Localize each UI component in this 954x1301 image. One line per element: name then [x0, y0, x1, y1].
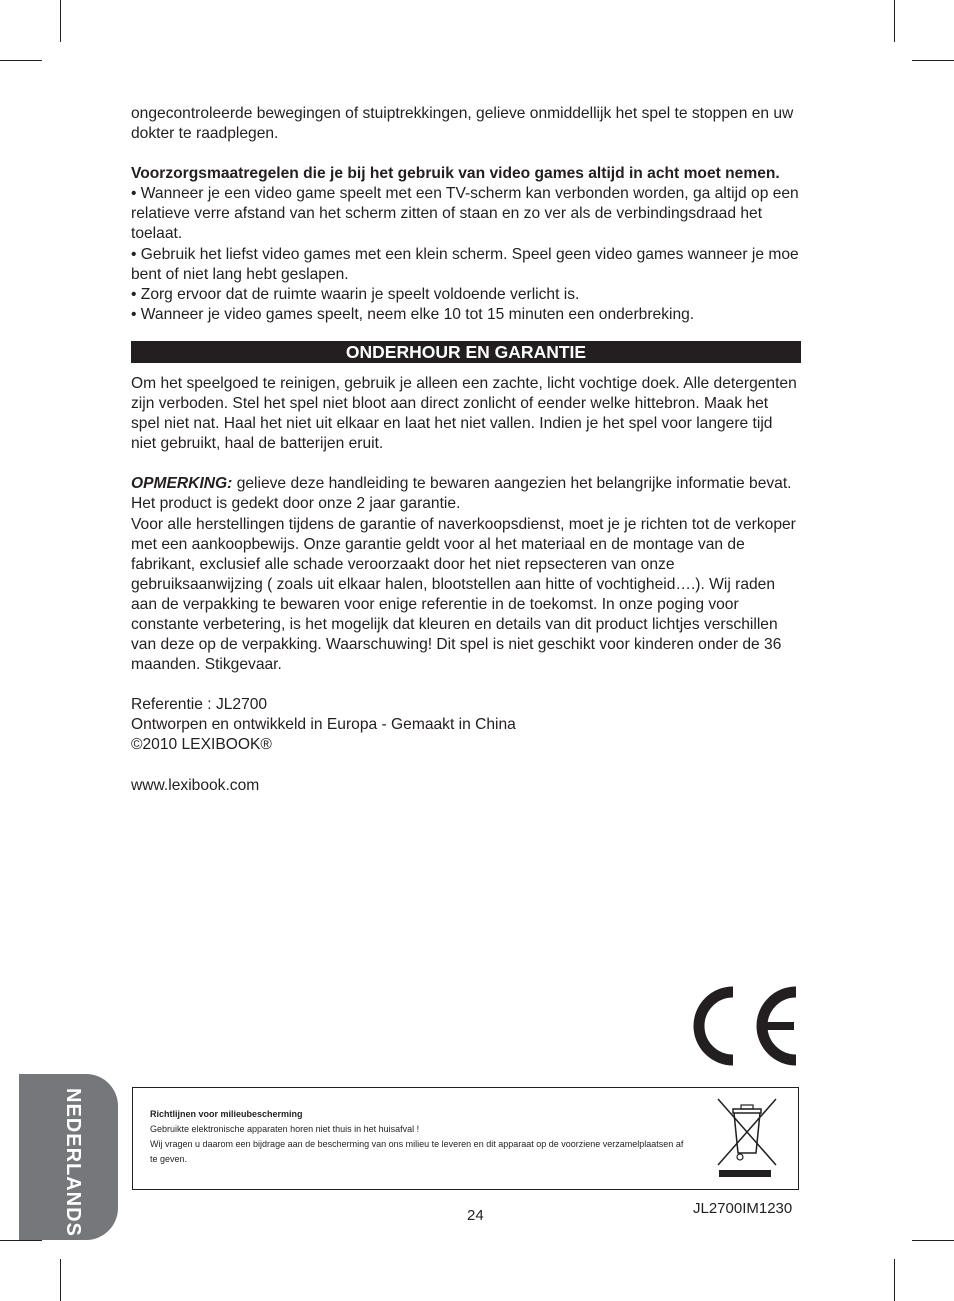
crop-mark [894, 1259, 895, 1301]
environment-title: Richtlijnen voor milieubescherming [150, 1109, 303, 1119]
section-title: ONDERHOUR EN GARANTIE [131, 341, 801, 363]
page-number: 24 [467, 1207, 484, 1224]
crop-mark [60, 1259, 61, 1301]
environment-line: Wij vragen u daarom een bijdrage aan de bescherming van ons milieu te leveren en dit apparaat op de voorziene verzamelplaatsen af te geven. [150, 1139, 684, 1164]
document-code: JL2700IM1230 [693, 1200, 793, 1217]
crossed-bin-icon [716, 1097, 786, 1183]
note-paragraph [131, 474, 801, 514]
copyright-line: ©2010 LEXIBOOK® [131, 736, 272, 754]
language-side-label [62, 1088, 84, 1237]
intro-paragraph: ongecontroleerde bewegingen of stuiptrekkingen, gelieve onmiddellijk het spel te stoppen en uw dokter te raadplegen. [131, 105, 794, 143]
environment-notice [132, 1087, 799, 1190]
reference-line: Referentie : JL2700 [131, 696, 268, 714]
designed-line: Ontworpen en ontwikkeld in Europa - Gemaakt in China [131, 716, 516, 734]
crop-mark [60, 0, 61, 42]
environment-line: Gebruikte elektronische apparaten horen niet thuis in het huisafval ! [150, 1124, 420, 1134]
website-link[interactable]: www.lexibook.com [131, 776, 260, 794]
crop-mark [912, 1240, 954, 1241]
note-label: OPMERKING: [131, 475, 233, 493]
manual-body [131, 104, 801, 796]
warranty-paragraph: Voor alle herstellingen tijdens de garantie of naverkoopsdienst, moet je je richten tot de verkoper met een aankoopbewijs. Onze garantie geldt voor al het materiaal en de montage van de fabrikant, exclusief alle schade veroorzaakt door het niet repsecteren van onze gebruiksaanwijzing ( zoals uit elkaar halen, blootstellen aan hitte of vochtigheid….). Wij raden aan de verpakking te bewaren voor enige referentie in de toekomst. In onze poging voor constante verbetering, is het mogelijk dat kleuren en details van dit product lichtjes verschillen van deze op de verpakking. Waarschuwing! Dit spel is niet geschikt voor kinderen onder de 36 maanden. Stikgevaar. [131, 515, 796, 674]
precaution-item: • Zorg ervoor dat de ruimte waarin je speelt voldoende verlicht is. [131, 285, 580, 303]
note-text: gelieve deze handleiding te bewaren aangezien het belangrijke informatie bevat. Het product is gedekt door onze 2 jaar garantie. [131, 475, 792, 513]
precaution-item: • Wanneer je een video game speelt met een TV-scherm kan verbonden worden, ga altijd op een relatieve verre afstand van het scherm zitten of staan en zo ver als de verbindingsdraad het toelaat. [131, 185, 799, 243]
crop-mark [0, 1240, 42, 1241]
ce-mark-icon [693, 986, 803, 1066]
crop-mark [894, 0, 895, 42]
language-label: NEDERLANDS [62, 1088, 84, 1237]
precaution-item: • Wanneer je video games speelt, neem elke 10 tot 15 minuten een onderbreking. [131, 305, 695, 323]
crop-mark [912, 60, 954, 61]
maintenance-paragraph: Om het speelgoed te reinigen, gebruik je alleen een zachte, licht vochtige doek. Alle detergenten zijn verboden. Stel het spel niet bloot aan direct zonlicht of eender welke hittebron. Maak het spel niet nat. Haal het niet uit elkaar en laat het niet vallen. Indien je het spel voor langere tijd niet gebruikt, haal de batterijen eruit. [131, 374, 797, 453]
precautions-heading: Voorzorgsmaatregelen die je bij het gebruik van video games altijd in acht moet nemen. [131, 165, 780, 183]
crop-mark [0, 60, 42, 61]
precaution-item: • Gebruik het liefst video games met een klein scherm. Speel geen video games wanneer je moe bent of niet lang hebt geslapen. [131, 245, 799, 283]
